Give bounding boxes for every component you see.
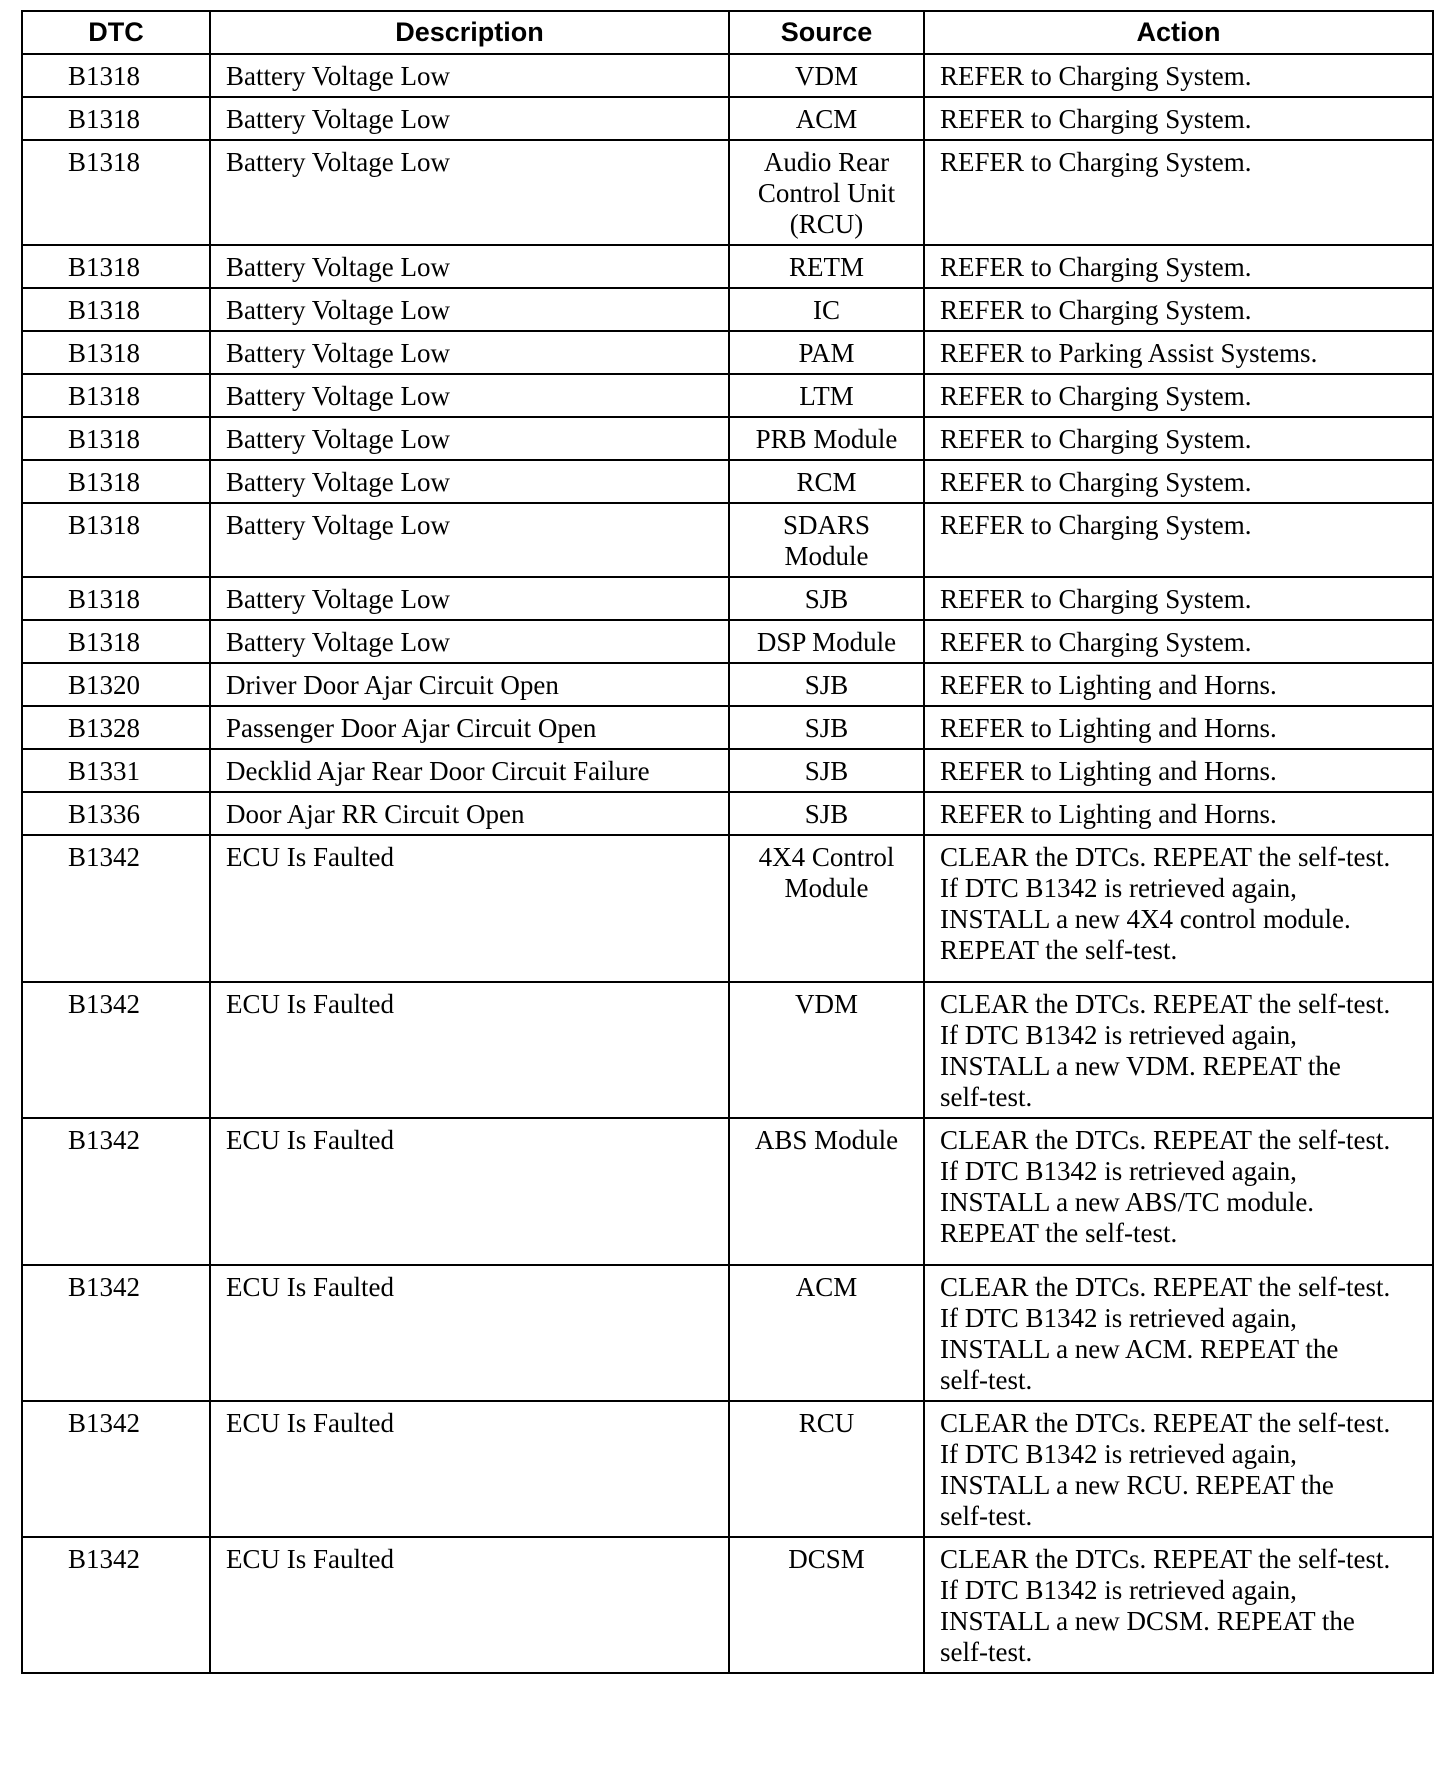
description-cell: Battery Voltage Low [210, 54, 729, 97]
description-cell: Passenger Door Ajar Circuit Open [210, 706, 729, 749]
source-cell: DCSM [729, 1537, 924, 1673]
source-cell: SJB [729, 792, 924, 835]
action-cell: REFER to Lighting and Horns. [924, 792, 1433, 835]
source-cell: Audio Rear Control Unit (RCU) [729, 140, 924, 245]
dtc-cell: B1318 [22, 288, 210, 331]
action-cell: CLEAR the DTCs. REPEAT the self-test. If DTC B1342 is retrieved again, INSTALL a new 4X4 control module. REPEAT the self-test. [924, 835, 1433, 982]
action-cell: REFER to Charging System. [924, 374, 1433, 417]
dtc-cell: B1342 [22, 835, 210, 982]
table-row [22, 460, 1433, 503]
description-cell: Battery Voltage Low [210, 503, 729, 577]
dtc-cell: B1318 [22, 503, 210, 577]
source-cell: PAM [729, 331, 924, 374]
dtc-cell: B1318 [22, 620, 210, 663]
action-cell: REFER to Charging System. [924, 97, 1433, 140]
source-cell: PRB Module [729, 417, 924, 460]
action-cell: CLEAR the DTCs. REPEAT the self-test. If DTC B1342 is retrieved again, INSTALL a new ACM. REPEAT the self-test. [924, 1265, 1433, 1401]
table-row [22, 706, 1433, 749]
action-cell: REFER to Charging System. [924, 503, 1433, 577]
action-cell: REFER to Charging System. [924, 288, 1433, 331]
table-row [22, 245, 1433, 288]
dtc-cell: B1318 [22, 54, 210, 97]
source-cell: VDM [729, 982, 924, 1118]
action-cell: REFER to Charging System. [924, 54, 1433, 97]
table-row [22, 97, 1433, 140]
action-cell: CLEAR the DTCs. REPEAT the self-test. If DTC B1342 is retrieved again, INSTALL a new ABS/TC module. REPEAT the self-test. [924, 1118, 1433, 1265]
dtc-cell: B1342 [22, 1265, 210, 1401]
dtc-cell: B1318 [22, 140, 210, 245]
table-row [22, 792, 1433, 835]
table-row [22, 417, 1433, 460]
description-cell: Driver Door Ajar Circuit Open [210, 663, 729, 706]
action-cell: REFER to Charging System. [924, 460, 1433, 503]
header-action: Action [924, 11, 1433, 54]
source-cell: SJB [729, 663, 924, 706]
description-cell: Battery Voltage Low [210, 245, 729, 288]
source-cell: SJB [729, 706, 924, 749]
source-cell: LTM [729, 374, 924, 417]
action-cell: REFER to Charging System. [924, 140, 1433, 245]
description-cell: Door Ajar RR Circuit Open [210, 792, 729, 835]
description-cell: Battery Voltage Low [210, 577, 729, 620]
dtc-cell: B1320 [22, 663, 210, 706]
dtc-cell: B1318 [22, 97, 210, 140]
header-row [22, 11, 1433, 54]
dtc-cell: B1318 [22, 577, 210, 620]
description-cell: ECU Is Faulted [210, 835, 729, 982]
table-row [22, 749, 1433, 792]
table-row [22, 288, 1433, 331]
description-cell: ECU Is Faulted [210, 1537, 729, 1673]
action-cell: CLEAR the DTCs. REPEAT the self-test. If DTC B1342 is retrieved again, INSTALL a new DCSM. REPEAT the self-test. [924, 1537, 1433, 1673]
table-row [22, 835, 1433, 982]
table-row [22, 1118, 1433, 1265]
description-cell: Battery Voltage Low [210, 620, 729, 663]
action-cell: CLEAR the DTCs. REPEAT the self-test. If DTC B1342 is retrieved again, INSTALL a new VDM. REPEAT the self-test. [924, 982, 1433, 1118]
description-cell: Battery Voltage Low [210, 140, 729, 245]
description-cell: ECU Is Faulted [210, 1265, 729, 1401]
source-cell: SJB [729, 749, 924, 792]
dtc-cell: B1318 [22, 374, 210, 417]
action-cell: REFER to Charging System. [924, 245, 1433, 288]
table-row [22, 54, 1433, 97]
dtc-cell: B1342 [22, 1118, 210, 1265]
dtc-cell: B1328 [22, 706, 210, 749]
action-cell: CLEAR the DTCs. REPEAT the self-test. If DTC B1342 is retrieved again, INSTALL a new RCU. REPEAT the self-test. [924, 1401, 1433, 1537]
header-source: Source [729, 11, 924, 54]
dtc-cell: B1318 [22, 417, 210, 460]
description-cell: Battery Voltage Low [210, 374, 729, 417]
source-cell: SDARS Module [729, 503, 924, 577]
source-cell: IC [729, 288, 924, 331]
source-cell: RCM [729, 460, 924, 503]
source-cell: RETM [729, 245, 924, 288]
description-cell: Battery Voltage Low [210, 331, 729, 374]
description-cell: ECU Is Faulted [210, 1118, 729, 1265]
table-row [22, 1537, 1433, 1673]
table-row [22, 331, 1433, 374]
dtc-cell: B1342 [22, 982, 210, 1118]
description-cell: Battery Voltage Low [210, 460, 729, 503]
table-row [22, 577, 1433, 620]
action-cell: REFER to Charging System. [924, 620, 1433, 663]
source-cell: VDM [729, 54, 924, 97]
action-cell: REFER to Lighting and Horns. [924, 663, 1433, 706]
table-header [22, 11, 1433, 54]
header-description: Description [210, 11, 729, 54]
description-cell: ECU Is Faulted [210, 982, 729, 1118]
dtc-cell: B1331 [22, 749, 210, 792]
dtc-table [21, 10, 1434, 1674]
action-cell: REFER to Lighting and Horns. [924, 749, 1433, 792]
description-cell: Battery Voltage Low [210, 97, 729, 140]
table-row [22, 503, 1433, 577]
source-cell: ACM [729, 97, 924, 140]
source-cell: DSP Module [729, 620, 924, 663]
dtc-cell: B1342 [22, 1537, 210, 1673]
dtc-cell: B1318 [22, 331, 210, 374]
source-cell: ACM [729, 1265, 924, 1401]
dtc-cell: B1318 [22, 460, 210, 503]
table-row [22, 982, 1433, 1118]
table-row [22, 1401, 1433, 1537]
table-row [22, 620, 1433, 663]
description-cell: ECU Is Faulted [210, 1401, 729, 1537]
table-row [22, 374, 1433, 417]
description-cell: Battery Voltage Low [210, 288, 729, 331]
table-row [22, 140, 1433, 245]
description-cell: Battery Voltage Low [210, 417, 729, 460]
source-cell: ABS Module [729, 1118, 924, 1265]
action-cell: REFER to Charging System. [924, 417, 1433, 460]
dtc-cell: B1318 [22, 245, 210, 288]
source-cell: RCU [729, 1401, 924, 1537]
description-cell: Decklid Ajar Rear Door Circuit Failure [210, 749, 729, 792]
action-cell: REFER to Lighting and Horns. [924, 706, 1433, 749]
table-row [22, 663, 1433, 706]
dtc-cell: B1342 [22, 1401, 210, 1537]
table-row [22, 1265, 1433, 1401]
dtc-cell: B1336 [22, 792, 210, 835]
header-dtc: DTC [22, 11, 210, 54]
source-cell: 4X4 Control Module [729, 835, 924, 982]
source-cell: SJB [729, 577, 924, 620]
action-cell: REFER to Charging System. [924, 577, 1433, 620]
table-body [22, 54, 1433, 1673]
action-cell: REFER to Parking Assist Systems. [924, 331, 1433, 374]
